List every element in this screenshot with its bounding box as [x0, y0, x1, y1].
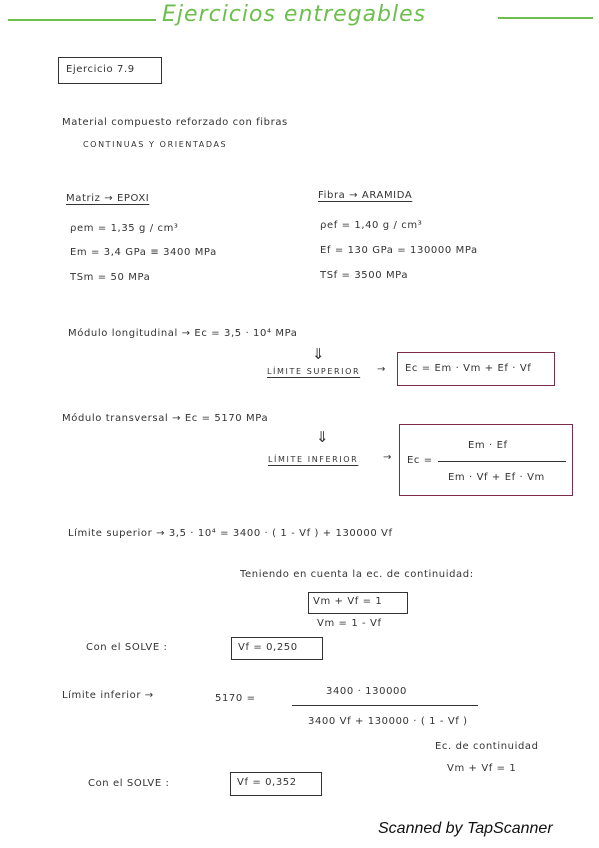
lower-limit-heading: Límite inferior →	[62, 690, 154, 701]
title-rule-right	[498, 17, 593, 19]
scanner-watermark: Scanned by TapScanner	[378, 820, 553, 837]
lower-limit-denominator: Em · Vf + Ef · Vm	[448, 472, 545, 483]
matrix-strength: TSm = 50 MPa	[70, 272, 151, 283]
down-arrow-icon: ⇓	[312, 345, 326, 363]
lower-limit-lhs: Ec =	[407, 455, 433, 466]
intro-line-1: Material compuesto reforzado con fibras	[62, 117, 288, 128]
upper-limit-label: LÍMITE SUPERIOR	[267, 367, 361, 376]
continuity-note-2: Ec. de continuidad	[435, 741, 539, 752]
lower-denominator: 3400 Vf + 130000 · ( 1 - Vf )	[308, 716, 468, 727]
arrow-right-icon: →	[383, 452, 392, 463]
fraction-bar	[292, 705, 478, 706]
down-arrow-icon: ⇓	[316, 428, 330, 446]
vf-result-2: Vf = 0,352	[237, 777, 297, 788]
continuity-note: Teniendo en cuenta la ec. de continuidad:	[240, 569, 474, 580]
page-title: Ejercicios entregables	[162, 2, 427, 27]
transversal-modulus: Módulo transversal → Ec = 5170 MPa	[62, 413, 269, 424]
lower-limit-numerator: Em · Ef	[468, 440, 508, 451]
continuity-equation: Vm + Vf = 1	[313, 596, 383, 607]
fiber-strength: TSf = 3500 MPa	[320, 270, 409, 281]
matrix-density: ρem = 1,35 g / cm³	[70, 223, 179, 234]
vf-result-1: Vf = 0,250	[238, 642, 298, 653]
matrix-modulus: Em = 3,4 GPa ≡ 3400 MPa	[70, 247, 217, 258]
lower-limit-lhs-value: 5170 =	[215, 693, 256, 704]
arrow-right-icon: →	[377, 364, 386, 375]
continuity-equation-2: Vm + Vf = 1	[447, 763, 517, 774]
solve-label-1: Con el SOLVE :	[86, 642, 168, 653]
fiber-density: ρef = 1,40 g / cm³	[320, 220, 423, 231]
lower-numerator: 3400 · 130000	[326, 686, 407, 697]
upper-limit-formula: Ec = Em · Vm + Ef · Vf	[405, 363, 532, 374]
exercise-label: Ejercicio 7.9	[66, 64, 135, 75]
vm-expression: Vm = 1 - Vf	[317, 618, 382, 629]
fiber-heading: Fibra → ARAMIDA	[318, 190, 413, 201]
intro-line-2: CONTINUAS Y ORIENTADAS	[83, 140, 228, 149]
matrix-heading: Matriz → EPOXI	[66, 193, 150, 204]
longitudinal-modulus: Módulo longitudinal → Ec = 3,5 · 10⁴ MPa	[68, 328, 298, 339]
fraction-bar	[438, 461, 566, 462]
fiber-modulus: Ef = 130 GPa = 130000 MPa	[320, 245, 478, 256]
upper-limit-equation: Límite superior → 3,5 · 10⁴ = 3400 · ( 1 - Vf ) + 130000 Vf	[68, 528, 393, 539]
solve-label-2: Con el SOLVE :	[88, 778, 170, 789]
title-rule-left	[8, 19, 156, 21]
lower-limit-label: LÍMITE INFERIOR	[268, 455, 359, 464]
